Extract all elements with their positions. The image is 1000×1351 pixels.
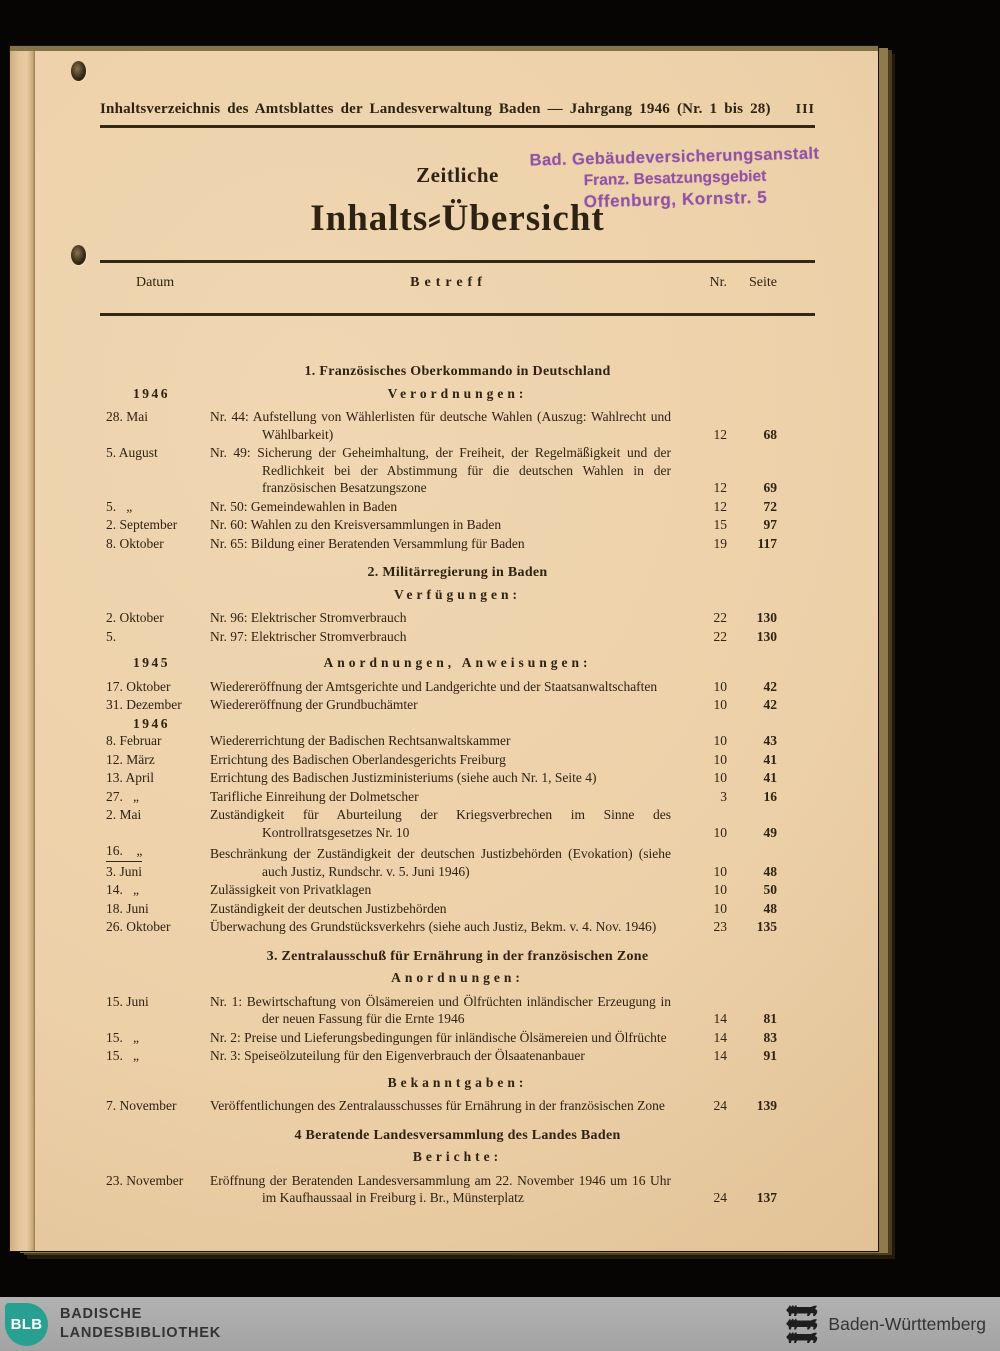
entry-date <box>100 751 210 769</box>
coat-of-arms-icon <box>785 1304 819 1344</box>
entry-date-line: 2. Oktober <box>106 610 164 625</box>
subheading: Anordnungen: <box>391 970 524 985</box>
entry-subject: Wiedererrichtung der Badischen Rechtsanwaltskammer <box>210 733 511 748</box>
subheading: Berichte: <box>412 1149 503 1164</box>
toc-row <box>100 498 815 516</box>
viewer-footer <box>0 1297 1000 1351</box>
entry-subject: Tarifliche Einreihung der Dolmetscher <box>210 788 419 804</box>
toc-row <box>100 1047 815 1065</box>
toc-row <box>100 900 815 918</box>
entry-subject: Nr. 44: Aufstellung von Wählerlisten für deutsche Wahlen (Auszug: Wahlrecht und Wählbarkeit) <box>210 409 671 442</box>
column-header-nr: Nr. <box>709 275 727 290</box>
entry-page-number: 135 <box>756 919 777 934</box>
entry-issue-number: 10 <box>713 900 727 916</box>
entry-date <box>100 881 210 899</box>
entry-page-number: 130 <box>756 610 777 625</box>
toc-content <box>100 351 815 1208</box>
entry-page-number: 97 <box>763 517 777 532</box>
entry-page-number: 43 <box>763 733 777 748</box>
entry-page-number: 41 <box>763 751 777 767</box>
entry-issue-number: 22 <box>713 610 727 625</box>
divider <box>100 313 815 316</box>
subheading: Verfügungen: <box>393 586 521 602</box>
entry-date-line: 26. Oktober <box>106 919 171 934</box>
entry-issue-number: 10 <box>713 697 727 712</box>
toc-row <box>100 732 815 750</box>
entry-subject: Zulässigkeit von Privatklagen <box>210 882 372 897</box>
toc-row <box>100 788 815 806</box>
entry-issue-number: 12 <box>713 480 727 495</box>
entry-page-number: 48 <box>763 863 777 879</box>
entry-date <box>100 696 210 714</box>
table-column-headers <box>100 275 815 291</box>
toc-block <box>100 385 815 553</box>
entry-date-line: 14. „ <box>106 882 139 897</box>
entry-date <box>100 628 210 646</box>
toc-block <box>100 969 815 1065</box>
entry-date <box>100 900 210 918</box>
column-header-betreff: Betreff <box>410 275 487 290</box>
entry-date-line: 5. August <box>106 445 158 460</box>
year-label: 1945 <box>133 655 170 670</box>
entry-issue-number: 10 <box>713 678 727 694</box>
toc-row <box>100 516 815 534</box>
entry-issue-number: 10 <box>713 882 727 897</box>
entry-subject: Nr. 3: Speiseölzuteilung für den Eigenverbrauch der Ölsaatenanbauer <box>210 1048 585 1063</box>
entry-issue-number: 19 <box>713 535 727 551</box>
toc-row <box>100 993 815 1028</box>
stamp-line: Bad. Gebäudeversicherungsanstalt <box>529 144 820 170</box>
entry-date <box>100 444 210 462</box>
entry-date-line: 15. „ <box>106 1048 139 1063</box>
column-header-seite: Seite <box>749 275 777 290</box>
year-label: 1946 <box>133 715 170 731</box>
divider <box>100 260 815 263</box>
entry-date <box>100 1097 210 1115</box>
entry-page-number: 42 <box>763 697 777 712</box>
toc-row <box>100 609 815 627</box>
entry-date-line: 8. Februar <box>106 733 162 748</box>
entry-date <box>100 788 210 806</box>
toc-section <box>100 948 815 1115</box>
entry-subject: Nr. 50: Gemeindewahlen in Baden <box>210 498 398 514</box>
entry-page-number: 68 <box>763 426 777 442</box>
entry-date-line: 5. „ <box>106 498 133 514</box>
toc-row <box>100 842 815 880</box>
entry-subject: Zuständigkeit der deutschen Justizbehörden <box>210 900 447 916</box>
toc-row <box>100 806 815 841</box>
entry-subject: Wiedereröffnung der Amtsgerichte und Landgerichte und der Staatsanwaltschaften <box>210 678 658 694</box>
entry-issue-number: 15 <box>713 517 727 532</box>
entry-date-line: 17. Oktober <box>106 678 171 694</box>
subheading-row <box>133 385 765 403</box>
section-heading: 4 Beratende Landesversammlung des Landes Baden <box>294 1127 621 1143</box>
entry-page-number: 41 <box>763 770 777 785</box>
section-heading: 3. Zentralausschuß für Ernährung in der französischen Zone <box>266 948 649 964</box>
punch-hole <box>71 61 86 81</box>
entry-date-line: 23. November <box>106 1172 184 1188</box>
entry-issue-number: 10 <box>713 824 727 840</box>
entry-subject: Nr. 2: Preise und Lieferungsbedingungen für inländische Ölsämereien und Ölfrüchte <box>210 1029 667 1045</box>
entry-date <box>100 535 210 553</box>
entry-page-number: 49 <box>763 824 777 840</box>
toc-row <box>100 408 815 443</box>
entry-date-line: 16. „ <box>106 842 142 862</box>
toc-row <box>100 1097 815 1115</box>
entry-page-number: 69 <box>763 480 777 495</box>
entry-date-line: 15. Juni <box>106 993 149 1009</box>
blb-logo-text: BLB <box>10 1315 43 1333</box>
entry-date <box>100 769 210 787</box>
entry-page-number: 16 <box>763 788 777 804</box>
subheading-row <box>133 654 765 672</box>
entry-issue-number: 12 <box>713 498 727 514</box>
entry-issue-number: 22 <box>713 628 727 644</box>
entry-date-line: 28. Mai <box>106 409 148 424</box>
entry-subject: Überwachung des Grundstücksverkehrs (siehe auch Justiz, Bekm. v. 4. Nov. 1946) <box>210 919 657 934</box>
stamp-line: Franz. Besatzungsgebiet <box>583 167 767 190</box>
entry-issue-number: 10 <box>713 733 727 748</box>
entry-page-number: 72 <box>763 498 777 514</box>
subheading-row <box>150 586 765 604</box>
toc-row <box>100 1029 815 1047</box>
library-name <box>60 1305 221 1343</box>
entry-page-number: 91 <box>763 1048 777 1063</box>
entry-date <box>100 1047 210 1065</box>
entry-date-line: 8. Oktober <box>106 535 164 551</box>
toc-row <box>100 751 815 769</box>
toc-block <box>100 1148 815 1207</box>
entry-issue-number: 14 <box>713 1029 727 1045</box>
entry-date-line: 12. März <box>106 751 155 767</box>
toc-section <box>100 1127 815 1207</box>
entry-subject: Nr. 65: Bildung einer Beratenden Versammlung für Baden <box>210 535 525 551</box>
entry-issue-number: 12 <box>713 426 727 442</box>
toc-block <box>100 1074 815 1115</box>
entry-page-number: 81 <box>763 1011 777 1026</box>
entry-date <box>100 516 210 534</box>
ownership-stamp <box>514 143 835 214</box>
entry-page-number: 42 <box>763 678 777 694</box>
entry-date-line: 27. „ <box>106 788 139 804</box>
toc-row <box>100 769 815 787</box>
entry-page-number: 139 <box>756 1098 777 1113</box>
entry-page-number: 137 <box>756 1190 777 1205</box>
entry-subject: Nr. 49: Sicherung der Geheimhaltung, der Freiheit, der Regelmäßigkeit und der Redlichkeit bei der Abstimmung für die deutschen Wahlen in der französischen Besatzungszone <box>210 445 671 495</box>
column-header-datum: Datum <box>136 275 175 290</box>
entry-subject: Veröffentlichungen des Zentralausschusses für Ernährung in der französischen Zone <box>210 1098 665 1113</box>
entry-date-line: 13. April <box>106 770 155 785</box>
entry-subject: Wiedereröffnung der Grundbuchämter <box>210 697 418 712</box>
toc-row <box>100 678 815 696</box>
page-title: Inhalts⸗Übersicht <box>310 198 605 239</box>
title-kicker: Zeitliche <box>416 163 499 187</box>
entry-subject: Nr. 96: Elektrischer Stromverbrauch <box>210 610 407 625</box>
entry-date <box>100 609 210 627</box>
entry-subject: Eröffnung der Beratenden Landesversammlung am 22. November 1946 um 16 Uhr im Kaufhaussaal in Freiburg i. Br., Münsterplatz <box>210 1172 671 1205</box>
entry-page-number: 130 <box>756 628 777 644</box>
entry-date-line: 15. „ <box>106 1029 139 1045</box>
entry-page-number: 50 <box>763 882 777 897</box>
entry-date-line: 7. November <box>106 1098 177 1113</box>
entry-subject: Errichtung des Badischen Oberlandesgerichts Freiburg <box>210 751 506 767</box>
entry-issue-number: 23 <box>713 919 727 934</box>
entry-date-line: 2. September <box>106 517 178 532</box>
subheading-row <box>150 1074 765 1092</box>
toc-row <box>100 444 815 497</box>
toc-section <box>100 363 815 552</box>
toc-row <box>100 535 815 553</box>
entry-date-line: 3. Juni <box>106 863 143 879</box>
entry-subject: Zuständigkeit für Aburteilung der Kriegsverbrechen im Sinne des Kontrollratsgesetzes Nr. 10 <box>210 807 671 840</box>
punch-hole <box>71 245 86 265</box>
entry-date-line: 2. Mai <box>106 807 142 822</box>
library-name-line1: BADISCHE <box>60 1306 143 1323</box>
state-branding <box>785 1304 986 1344</box>
page-left-edge <box>10 51 35 1251</box>
entry-subject: Errichtung des Badischen Justizministeriums (siehe auch Nr. 1, Seite 4) <box>210 770 597 785</box>
running-header-text: Inhaltsverzeichnis des Amtsblattes der Landesverwaltung Baden — Jahrgang 1946 (Nr. 1 bis 28) <box>100 101 771 117</box>
entry-date <box>100 993 210 1011</box>
subheading: Anordnungen, Anweisungen: <box>323 655 592 670</box>
section-heading: 1. Französisches Oberkommando in Deutschland <box>304 364 611 379</box>
stamp-line: Offenburg, Kornstr. 5 <box>583 187 768 212</box>
running-header <box>100 101 815 128</box>
subheading: Verordnungen: <box>387 385 528 401</box>
scanned-page[interactable] <box>10 46 878 1251</box>
entry-page-number: 83 <box>763 1029 777 1045</box>
entry-subject: Nr. 97: Elektrischer Stromverbrauch <box>210 628 407 644</box>
entry-date <box>100 806 210 824</box>
entry-date <box>100 498 210 516</box>
entry-date <box>100 1172 210 1190</box>
entry-date <box>100 408 210 426</box>
entry-date-line: 5. <box>106 628 117 644</box>
entry-date-line: 31. Dezember <box>106 697 182 712</box>
toc-section <box>100 564 815 936</box>
toc-block <box>100 586 815 646</box>
toc-block <box>100 654 815 936</box>
toc-row <box>100 628 815 646</box>
entry-date <box>100 732 210 750</box>
subheading: Bekanntgaben: <box>387 1074 528 1090</box>
subheading-row <box>150 969 765 987</box>
subheading-row <box>150 1148 765 1166</box>
entry-subject: Nr. 60: Wahlen zu den Kreisversammlungen in Baden <box>210 517 502 532</box>
entry-issue-number: 10 <box>713 770 727 785</box>
year-label: 1946 <box>133 385 170 401</box>
section-heading: 2. Militärregierung in Baden <box>367 565 548 580</box>
blb-logo[interactable] <box>5 1303 48 1346</box>
entry-page-number: 48 <box>763 900 777 916</box>
state-name: Baden-Württemberg <box>828 1313 986 1334</box>
entry-issue-number: 10 <box>713 863 727 879</box>
entry-subject: Beschränkung der Zuständigkeit der deutschen Justizbehörden (Evokation) (siehe auch Justiz, Rundschr. v. 5. Juni 1946) <box>210 846 671 879</box>
toc-row <box>100 1172 815 1207</box>
entry-issue-number: 14 <box>713 1048 727 1063</box>
library-name-line2: LANDESBIBLIOTHEK <box>60 1325 222 1341</box>
entry-issue-number: 24 <box>713 1190 727 1205</box>
toc-row <box>100 881 815 899</box>
entry-subject: Nr. 1: Bewirtschaftung von Ölsämereien und Ölfrüchten inländischer Erzeugung in der neuen Fassung für die Ernte 1946 <box>210 993 671 1026</box>
toc-row <box>100 918 815 936</box>
entry-date-line: 18. Juni <box>106 900 149 916</box>
entry-issue-number: 10 <box>713 751 727 767</box>
entry-issue-number: 24 <box>713 1098 727 1113</box>
entry-page-number: 117 <box>757 535 777 551</box>
entry-date <box>100 918 210 936</box>
entry-issue-number: 14 <box>713 1011 727 1026</box>
entry-date <box>100 678 210 696</box>
page-number: III <box>795 102 815 117</box>
entry-issue-number: 3 <box>720 788 727 804</box>
entry-date <box>100 1029 210 1047</box>
entry-date <box>100 842 210 880</box>
toc-row <box>100 696 815 714</box>
